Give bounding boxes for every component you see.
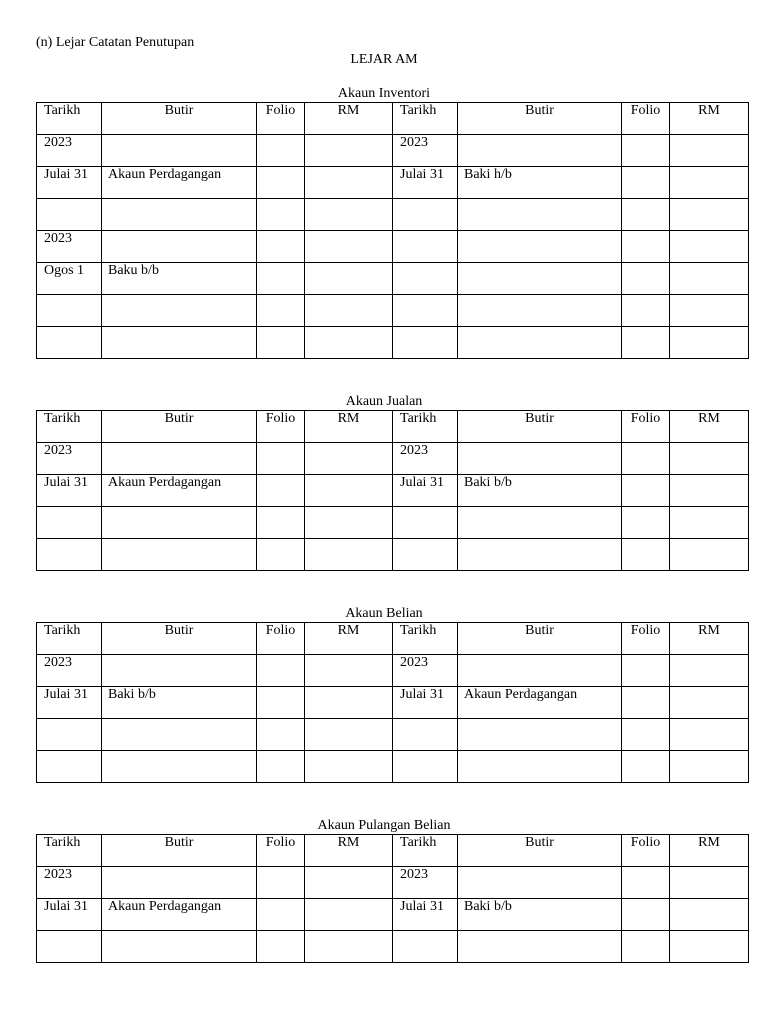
column-header: Tarikh — [393, 103, 458, 135]
column-header: Folio — [622, 411, 670, 443]
table-cell — [37, 507, 102, 539]
table-cell — [305, 167, 393, 199]
column-header: RM — [670, 103, 749, 135]
table-cell — [305, 899, 393, 931]
table-row — [37, 199, 749, 231]
column-header: Tarikh — [37, 103, 102, 135]
account-title: Akaun Pulangan Belian — [317, 818, 451, 833]
ledger-table — [36, 834, 749, 963]
table-cell — [670, 135, 749, 167]
table-row — [37, 475, 749, 507]
table-cell — [670, 899, 749, 931]
table-cell — [102, 327, 257, 359]
column-header: RM — [670, 835, 749, 867]
table-cell — [622, 719, 670, 751]
table-cell — [670, 475, 749, 507]
table-cell: Baki h/b — [458, 167, 622, 199]
column-header: Tarikh — [393, 411, 458, 443]
table-cell: 2023 — [37, 135, 102, 167]
column-header: Butir — [102, 623, 257, 655]
table-cell — [102, 295, 257, 327]
table-cell — [257, 867, 305, 899]
table-cell: Julai 31 — [393, 167, 458, 199]
table-cell: Ogos 1 — [37, 263, 102, 295]
table-cell — [458, 295, 622, 327]
table-cell: Julai 31 — [393, 899, 458, 931]
account-title: Akaun Jualan — [345, 394, 423, 409]
column-header: Butir — [102, 411, 257, 443]
table-cell — [37, 295, 102, 327]
table-cell — [305, 295, 393, 327]
table-cell — [622, 231, 670, 263]
table-cell — [257, 719, 305, 751]
table-row — [37, 719, 749, 751]
table-row — [37, 931, 749, 963]
table-cell — [305, 751, 393, 783]
table-cell — [458, 539, 622, 571]
table-cell: Baki b/b — [458, 899, 622, 931]
table-cell — [670, 263, 749, 295]
column-header: Folio — [622, 103, 670, 135]
table-cell — [102, 507, 257, 539]
table-cell — [670, 507, 749, 539]
table-cell — [305, 231, 393, 263]
table-cell — [257, 655, 305, 687]
table-row — [37, 263, 749, 295]
table-cell — [622, 931, 670, 963]
table-cell: Baki b/b — [102, 687, 257, 719]
table-cell: Baki b/b — [458, 475, 622, 507]
table-cell — [37, 931, 102, 963]
column-header: Folio — [257, 835, 305, 867]
table-cell — [622, 867, 670, 899]
table-row — [37, 751, 749, 783]
table-cell — [458, 751, 622, 783]
table-cell — [393, 231, 458, 263]
table-cell: Julai 31 — [393, 475, 458, 507]
table-cell: Baku b/b — [102, 263, 257, 295]
table-cell — [622, 167, 670, 199]
table-cell: 2023 — [393, 867, 458, 899]
table-cell — [670, 539, 749, 571]
table-cell — [305, 655, 393, 687]
table-cell — [622, 687, 670, 719]
table-cell: 2023 — [37, 231, 102, 263]
table-cell — [102, 867, 257, 899]
ledger-title: LEJAR AM — [350, 52, 418, 67]
ledger-table — [36, 622, 749, 783]
table-cell — [37, 719, 102, 751]
table-cell — [257, 507, 305, 539]
column-header: RM — [670, 411, 749, 443]
table-cell: 2023 — [37, 655, 102, 687]
header-row — [37, 103, 749, 135]
table-cell — [257, 931, 305, 963]
table-cell — [393, 539, 458, 571]
table-cell — [257, 539, 305, 571]
table-cell — [622, 655, 670, 687]
column-header: Tarikh — [37, 411, 102, 443]
table-cell — [393, 751, 458, 783]
table-cell — [622, 263, 670, 295]
table-cell: Julai 31 — [393, 687, 458, 719]
table-cell — [458, 931, 622, 963]
table-cell — [670, 199, 749, 231]
column-header: RM — [305, 103, 393, 135]
table-cell — [305, 867, 393, 899]
table-cell — [458, 263, 622, 295]
column-header: Butir — [102, 103, 257, 135]
table-cell — [670, 231, 749, 263]
table-cell — [305, 475, 393, 507]
table-cell — [305, 199, 393, 231]
table-cell — [458, 231, 622, 263]
table-cell — [305, 687, 393, 719]
table-cell — [622, 539, 670, 571]
table-cell — [257, 167, 305, 199]
table-cell: Julai 31 — [37, 687, 102, 719]
table-row — [37, 231, 749, 263]
table-cell — [37, 539, 102, 571]
column-header: RM — [305, 835, 393, 867]
table-cell — [670, 443, 749, 475]
table-cell — [622, 327, 670, 359]
column-header: Tarikh — [393, 623, 458, 655]
table-cell — [102, 135, 257, 167]
table-cell — [305, 507, 393, 539]
table-cell — [102, 199, 257, 231]
table-cell — [102, 655, 257, 687]
table-cell — [257, 295, 305, 327]
column-header: Folio — [622, 835, 670, 867]
table-cell — [622, 295, 670, 327]
table-cell — [305, 443, 393, 475]
column-header: Folio — [257, 623, 305, 655]
table-cell — [102, 719, 257, 751]
account-title: Akaun Inventori — [337, 86, 431, 101]
table-cell — [670, 719, 749, 751]
table-cell — [458, 443, 622, 475]
table-cell: 2023 — [37, 867, 102, 899]
table-cell — [257, 443, 305, 475]
table-row — [37, 135, 749, 167]
column-header: Folio — [257, 103, 305, 135]
table-cell — [257, 135, 305, 167]
table-cell — [305, 263, 393, 295]
table-cell — [393, 327, 458, 359]
table-cell — [257, 687, 305, 719]
column-header: Folio — [622, 623, 670, 655]
table-cell — [37, 327, 102, 359]
page-label: (n) Lejar Catatan Penutupan — [36, 35, 195, 50]
table-row — [37, 867, 749, 899]
table-cell — [102, 443, 257, 475]
table-cell — [257, 475, 305, 507]
table-cell — [257, 199, 305, 231]
table-cell: Akaun Perdagangan — [102, 167, 257, 199]
table-cell — [622, 899, 670, 931]
table-cell: 2023 — [393, 655, 458, 687]
table-cell — [458, 327, 622, 359]
table-cell: 2023 — [393, 135, 458, 167]
table-cell: Julai 31 — [37, 899, 102, 931]
table-row — [37, 539, 749, 571]
table-cell — [670, 867, 749, 899]
table-cell — [393, 931, 458, 963]
table-cell — [670, 931, 749, 963]
table-cell — [257, 899, 305, 931]
table-cell — [622, 443, 670, 475]
table-cell: 2023 — [393, 443, 458, 475]
column-header: Butir — [458, 411, 622, 443]
table-cell — [305, 719, 393, 751]
table-cell — [393, 507, 458, 539]
table-cell — [393, 295, 458, 327]
table-cell: Akaun Perdagangan — [102, 475, 257, 507]
column-header: RM — [305, 623, 393, 655]
table-cell — [622, 751, 670, 783]
table-cell — [670, 167, 749, 199]
table-cell — [670, 327, 749, 359]
table-cell — [622, 135, 670, 167]
table-cell: Akaun Perdagangan — [458, 687, 622, 719]
column-header: Butir — [458, 103, 622, 135]
table-cell — [670, 295, 749, 327]
table-cell — [670, 655, 749, 687]
table-cell — [102, 751, 257, 783]
table-cell: Julai 31 — [37, 167, 102, 199]
table-cell — [458, 655, 622, 687]
table-row — [37, 655, 749, 687]
table-row — [37, 327, 749, 359]
table-cell — [102, 539, 257, 571]
column-header: Butir — [102, 835, 257, 867]
table-cell — [257, 751, 305, 783]
table-cell — [458, 719, 622, 751]
table-cell — [37, 199, 102, 231]
table-cell — [670, 687, 749, 719]
table-cell — [102, 231, 257, 263]
table-cell — [458, 507, 622, 539]
table-cell — [305, 931, 393, 963]
table-row — [37, 295, 749, 327]
table-row — [37, 507, 749, 539]
account-title: Akaun Belian — [345, 606, 423, 621]
table-cell — [458, 135, 622, 167]
table-row — [37, 167, 749, 199]
table-cell — [257, 263, 305, 295]
table-row — [37, 899, 749, 931]
column-header: RM — [670, 623, 749, 655]
table-cell — [305, 327, 393, 359]
header-row — [37, 623, 749, 655]
table-cell — [393, 199, 458, 231]
table-cell — [458, 867, 622, 899]
table-cell — [393, 719, 458, 751]
table-cell — [458, 199, 622, 231]
ledger-table — [36, 410, 749, 571]
table-row — [37, 443, 749, 475]
table-cell — [622, 199, 670, 231]
table-cell — [622, 507, 670, 539]
header-row — [37, 835, 749, 867]
column-header: Butir — [458, 835, 622, 867]
column-header: Tarikh — [393, 835, 458, 867]
table-cell: 2023 — [37, 443, 102, 475]
table-cell — [257, 327, 305, 359]
table-cell — [670, 751, 749, 783]
column-header: RM — [305, 411, 393, 443]
header-row — [37, 411, 749, 443]
table-row — [37, 687, 749, 719]
table-cell — [622, 475, 670, 507]
table-cell — [37, 751, 102, 783]
table-cell: Julai 31 — [37, 475, 102, 507]
column-header: Folio — [257, 411, 305, 443]
table-cell — [102, 931, 257, 963]
ledger-table — [36, 102, 749, 359]
table-cell — [305, 539, 393, 571]
table-cell — [305, 135, 393, 167]
table-cell — [257, 231, 305, 263]
column-header: Tarikh — [37, 623, 102, 655]
table-cell — [393, 263, 458, 295]
table-cell: Akaun Perdagangan — [102, 899, 257, 931]
column-header: Tarikh — [37, 835, 102, 867]
column-header: Butir — [458, 623, 622, 655]
